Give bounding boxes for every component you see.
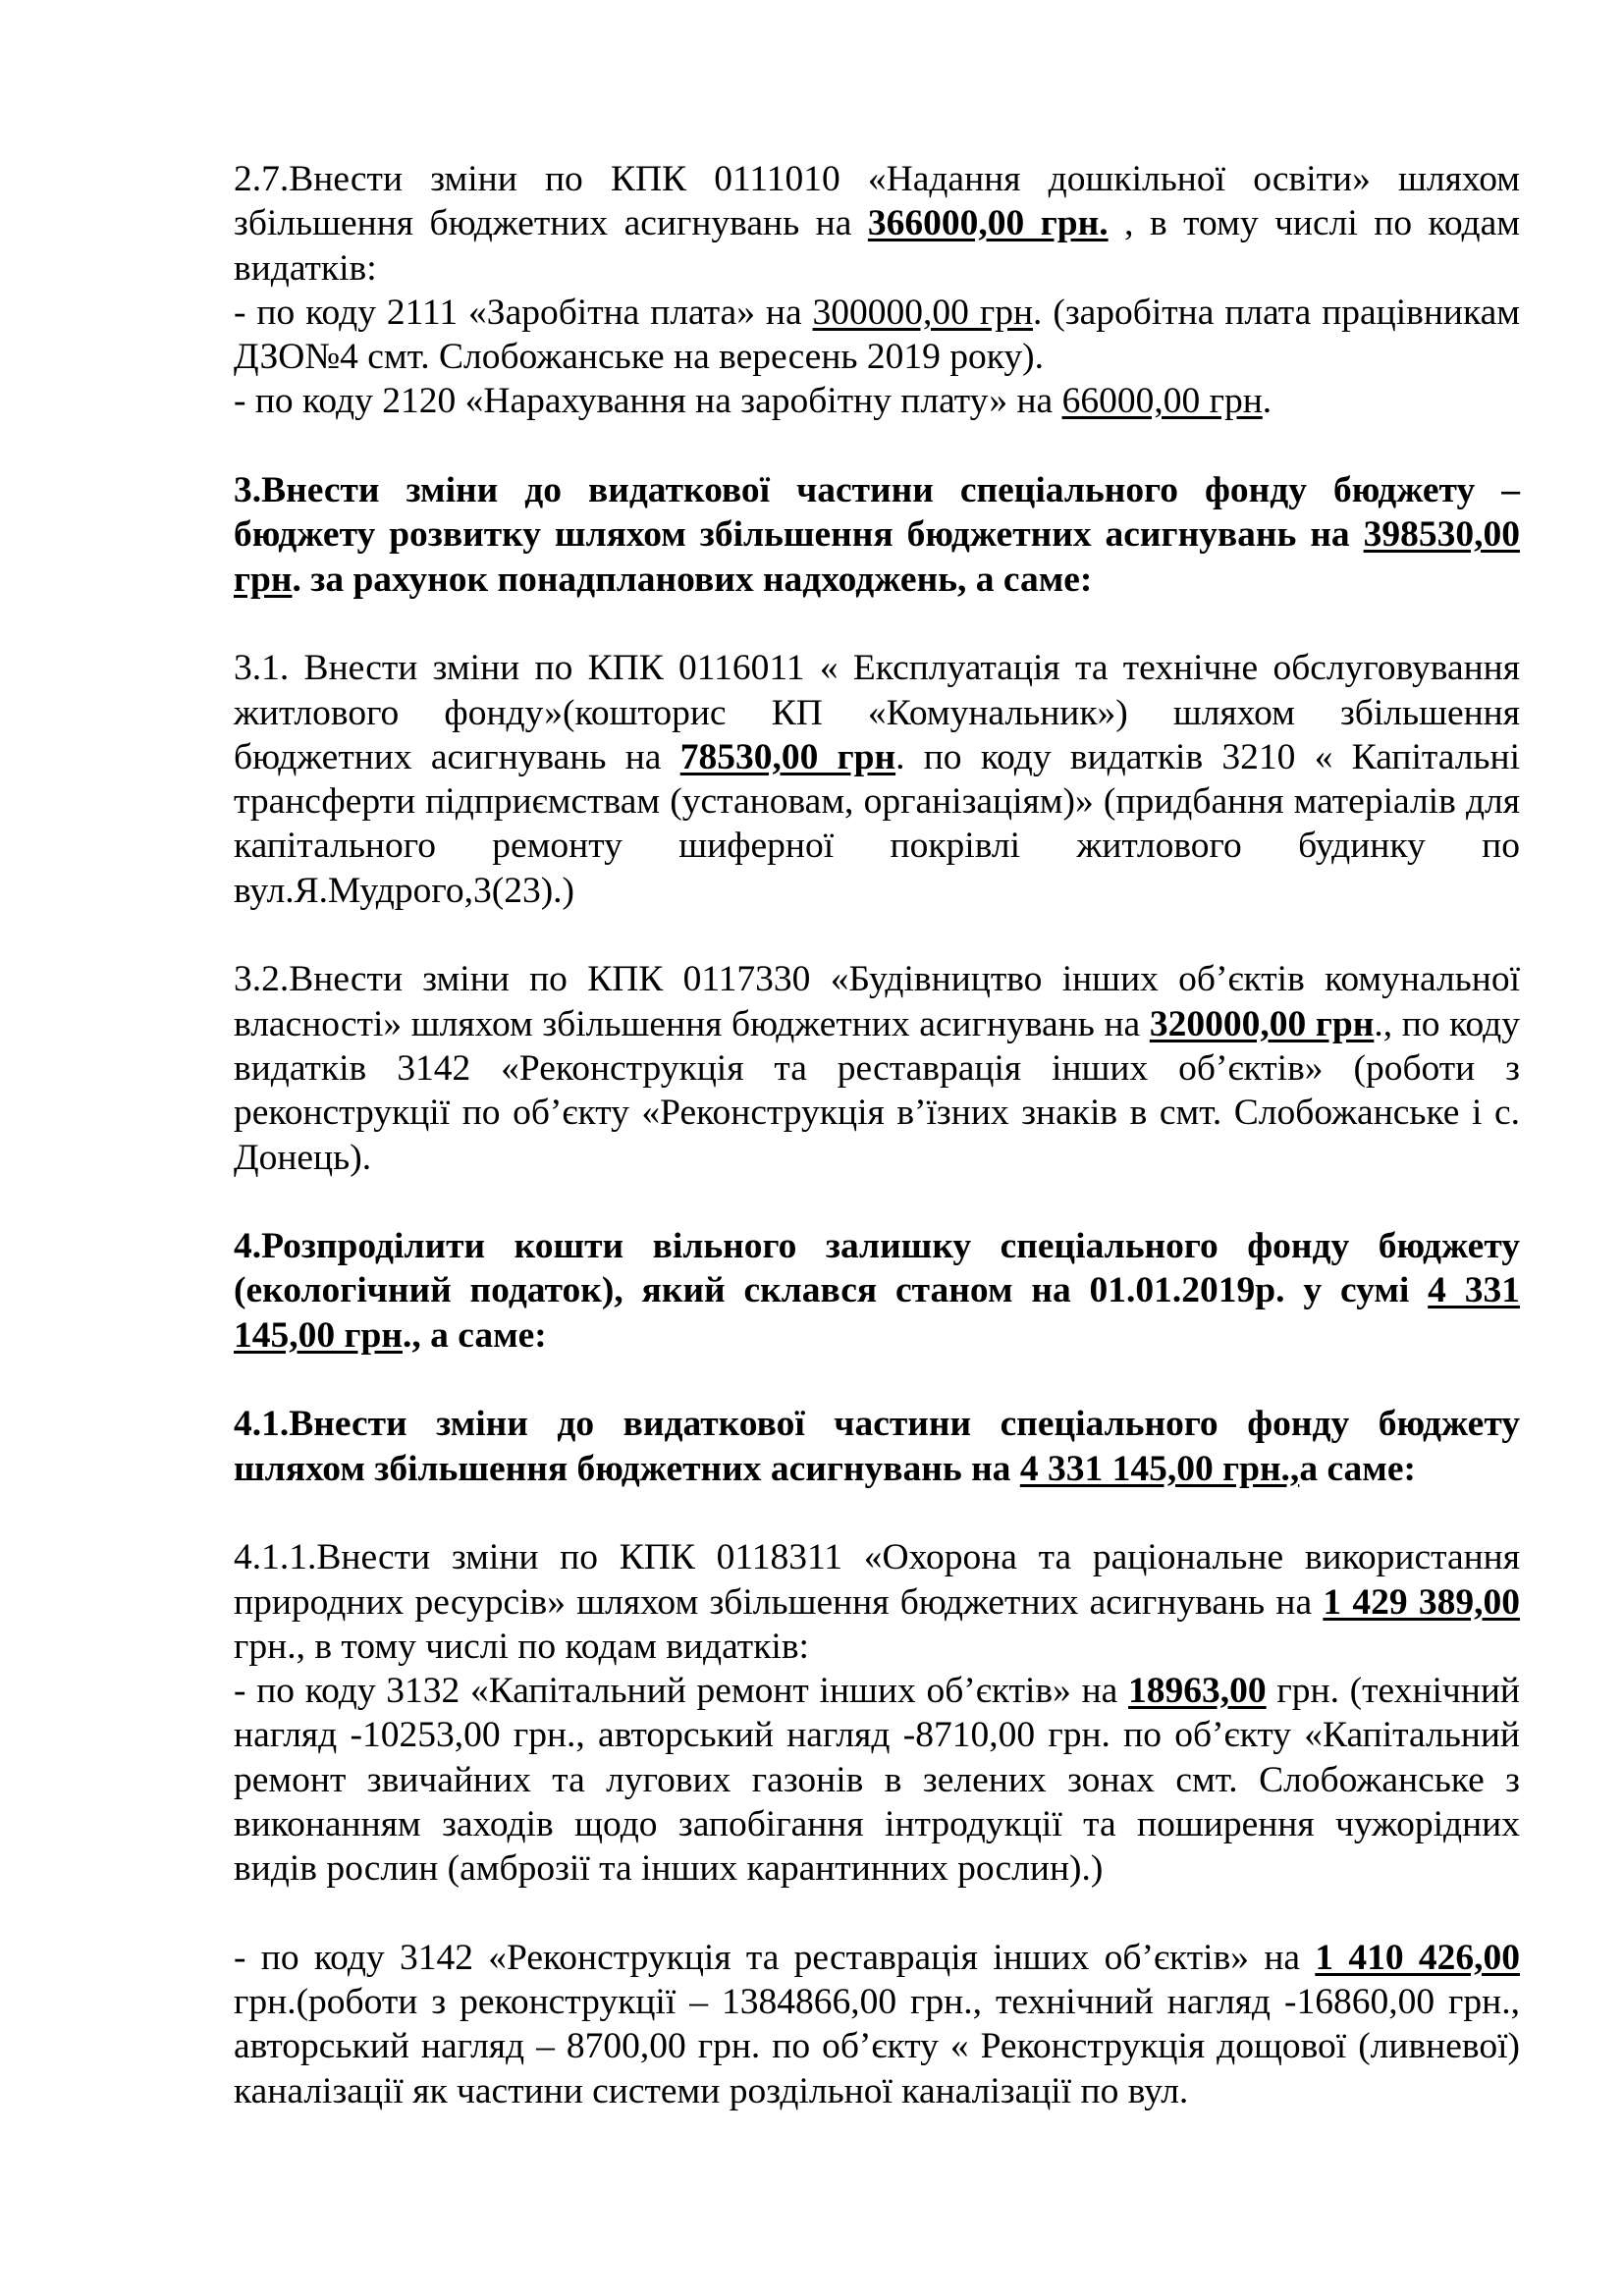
paragraph bbox=[234, 957, 1520, 1179]
paragraph bbox=[234, 291, 1520, 380]
paragraph bbox=[234, 1936, 1520, 2113]
amount-emphasis: 66000,00 грн bbox=[1061, 381, 1263, 422]
paragraph-text: - по коду 2120 «Нарахування на заробітну плату» на bbox=[234, 381, 1062, 422]
paragraph-text: 3.Внести зміни до видаткової частини спеціального фонду бюджету – бюджету розвитку шляхом збільшення бюджетних асигнувань на bbox=[234, 470, 1520, 556]
amount-emphasis: 4 331 145,00 грн., bbox=[1019, 1448, 1300, 1489]
paragraph-text: - по коду 2111 «Заробітна плата» на bbox=[234, 292, 813, 333]
paragraph-text: . по коду видатків 3210 « Капітальні трансферти підприємствам (установам, організаціям)» (придбання матеріалів для капітального ремонту шиферної покрівлі житлового будинку по вул.Я.Мудрого,3(23).) bbox=[234, 736, 1520, 911]
paragraph-text: , в тому числі по кодам видатків: bbox=[234, 203, 1521, 289]
paragraph bbox=[234, 468, 1520, 602]
paragraph-text: ., по коду видатків 3142 «Реконструкція та реставрація інших об’єктів» (роботи з реконструкції по об’єкту «Реконструкція в’їзних знаків в смт. Слобожанське і с. Донець). bbox=[234, 1003, 1520, 1178]
amount-emphasis: 366000,00 грн. bbox=[867, 203, 1109, 244]
paragraph-text: . bbox=[1262, 381, 1272, 422]
amount-emphasis: 1 410 426,00 bbox=[1315, 1937, 1521, 1978]
amount-emphasis: 4 331 145,00 грн bbox=[234, 1270, 1520, 1356]
paragraph-text: 3.1. Внести зміни по КПК 0116011 « Експлуатація та технічне обслуговування житлового фонду»(кошторис КП «Комунальник») шляхом збільшення бюджетних асигнувань на bbox=[234, 648, 1520, 777]
paragraph-text: 4.1.Внести зміни до видаткової частини спеціального фонду бюджету шляхом збільшення бюджетних асигнувань на bbox=[234, 1404, 1520, 1489]
paragraph-text: 3.2.Внести зміни по КПК 0117330 «Будівництво інших об’єктів комунальної власності» шляхом збільшення бюджетних асигнувань на bbox=[234, 959, 1520, 1044]
paragraph bbox=[234, 1669, 1520, 1891]
paragraph-spacer bbox=[234, 1491, 1520, 1535]
paragraph-text: ., а саме: bbox=[403, 1314, 547, 1356]
amount-emphasis: 300000,00 грн bbox=[812, 292, 1034, 333]
paragraph-text: грн., в тому числі по кодам видатків: bbox=[234, 1626, 809, 1667]
paragraph-text: 4.1.1.Внести зміни по КПК 0118311 «Охорона та раціональне використання природних ресурсів» шляхом збільшення бюджетних асигнувань на bbox=[234, 1537, 1520, 1623]
paragraph-text: . за рахунок понадпланових надходжень, а саме: bbox=[292, 559, 1093, 600]
paragraph-text: 4.Розпроділити кошти вільного залишку спеціального фонду бюджету (екологічний податок), який склався станом на 01.01.2019р. у сумі bbox=[234, 1226, 1520, 1311]
paragraph-text: - по коду 3132 «Капітальний ремонт інших об’єктів» на bbox=[234, 1671, 1129, 1712]
document-body bbox=[234, 157, 1520, 2113]
paragraph-spacer bbox=[234, 1358, 1520, 1402]
paragraph bbox=[234, 1224, 1520, 1358]
paragraph-text: 2.7.Внести зміни по КПК 0111010 «Надання дошкільної освіти» шляхом збільшення бюджетних асигнувань на bbox=[234, 159, 1520, 244]
paragraph-text: - по коду 3142 «Реконструкція та реставрація інших об’єктів» на bbox=[234, 1937, 1316, 1978]
paragraph-spacer bbox=[234, 1180, 1520, 1224]
paragraph bbox=[234, 646, 1520, 913]
amount-emphasis: 320000,00 грн bbox=[1149, 1003, 1375, 1044]
paragraph-text: грн.(роботи з реконструкції – 1384866,00 грн., технічний нагляд -16860,00 грн., авторський нагляд – 8700,00 грн. по об’єкту « Реконструкція дощової (ливневої) каналізації як частини системи роздільної каналізації по вул. bbox=[234, 1982, 1520, 2111]
paragraph-spacer bbox=[234, 424, 1520, 468]
paragraph bbox=[234, 379, 1520, 423]
paragraph-text: . (заробітна плата працівникам ДЗО№4 смт. Слобожанське на вересень 2019 року). bbox=[234, 292, 1521, 378]
paragraph bbox=[234, 157, 1520, 291]
amount-emphasis: 18963,00 bbox=[1128, 1671, 1267, 1712]
paragraph-text: грн. (технічний нагляд -10253,00 грн., авторський нагляд -8710,00 грн. по об’єкту «Капітальний ремонт звичайних та лугових газонів в зелених зонах смт. Слобожанське з виконанням заходів щодо запобігання інтродукції та поширення чужорідних видів рослин (амброзії та інших карантинних рослин).) bbox=[234, 1671, 1520, 1890]
paragraph-text: а саме: bbox=[1299, 1448, 1416, 1489]
paragraph bbox=[234, 1535, 1520, 1669]
paragraph-spacer bbox=[234, 1892, 1520, 1936]
paragraph-spacer bbox=[234, 913, 1520, 957]
amount-emphasis: 398530,00 грн bbox=[234, 514, 1520, 600]
amount-emphasis: 78530,00 грн bbox=[679, 736, 896, 777]
paragraph bbox=[234, 1402, 1520, 1491]
paragraph-spacer bbox=[234, 602, 1520, 646]
amount-emphasis: 1 429 389,00 bbox=[1323, 1581, 1520, 1623]
